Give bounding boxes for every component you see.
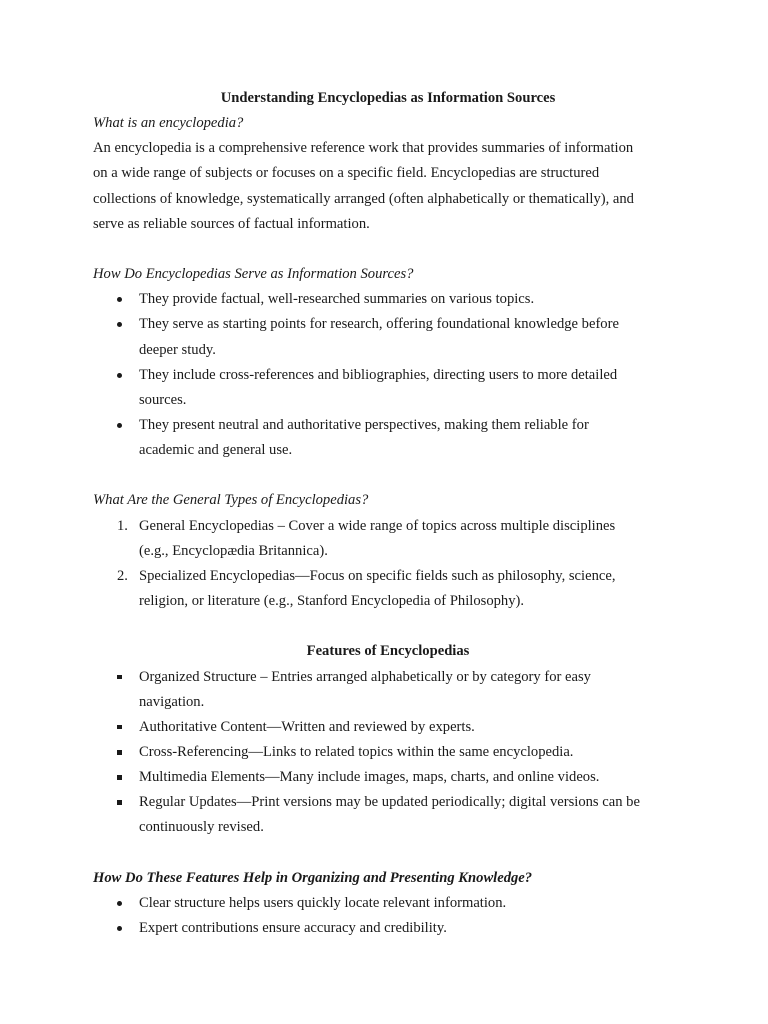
list-item — [93, 312, 683, 362]
section-heading-features: Features of Encyclopedias — [306, 643, 470, 660]
list-item — [93, 564, 683, 614]
document-title: Understanding Encyclopedias as Information Sources — [220, 90, 556, 106]
list-item-text: (e.g., Encyclopædia Britannica). — [139, 542, 328, 559]
list-item-text: Authoritative Content—Written and reviewed by experts. — [139, 718, 475, 735]
paragraph-line: An encyclopedia is a comprehensive reference work that provides summaries of information — [93, 140, 634, 157]
list-item-text: They serve as starting points for research, offering foundational knowledge before — [139, 316, 619, 333]
section-heading-what-is: What is an encyclopedia? — [93, 115, 244, 132]
list-item-text: academic and general use. — [139, 442, 293, 459]
list-item-text: Multimedia Elements—Many include images, maps, charts, and online videos. — [139, 769, 600, 786]
list-item — [93, 790, 683, 840]
section-heading-types: What Are the General Types of Encyclopedias? — [93, 492, 369, 509]
list-item-text: Clear structure helps users quickly locate relevant information. — [139, 894, 507, 911]
list-item — [93, 715, 683, 740]
list-item-text: deeper study. — [139, 341, 216, 358]
section-heading-serve: How Do Encyclopedias Serve as Information Sources? — [93, 266, 414, 283]
list-item-text: religion, or literature (e.g., Stanford Encyclopedia of Philosophy). — [139, 593, 525, 610]
list-item-text: Regular Updates—Print versions may be updated periodically; digital versions can be — [139, 794, 640, 811]
section-heading-help: How Do These Features Help in Organizing and Presenting Knowledge? — [93, 869, 533, 886]
list-item-text: They present neutral and authoritative perspectives, making them reliable for — [139, 417, 589, 434]
paragraph-definition — [93, 136, 683, 237]
list-item — [93, 514, 683, 564]
bullet-list-serve — [93, 287, 683, 463]
numbered-list-types — [93, 514, 683, 615]
list-item-text: Specialized Encyclopedias—Focus on specific fields such as philosophy, science, — [139, 567, 616, 584]
list-item — [93, 740, 683, 765]
bullet-list-help — [93, 891, 683, 941]
paragraph-line: serve as reliable sources of factual information. — [93, 215, 370, 232]
list-item — [93, 363, 683, 413]
list-item-text: continuously revised. — [139, 819, 264, 836]
list-number: 2. — [117, 567, 128, 584]
list-item-text: sources. — [139, 391, 187, 408]
list-item — [93, 916, 683, 941]
list-item — [93, 287, 683, 312]
list-item-text: Cross-Referencing—Links to related topics within the same encyclopedia. — [139, 744, 574, 761]
document-page — [93, 86, 683, 941]
list-item-text: Expert contributions ensure accuracy and credibility. — [139, 920, 447, 937]
list-item — [93, 891, 683, 916]
list-number: 1. — [117, 517, 128, 534]
list-item-text: navigation. — [139, 693, 205, 710]
list-item-text: They include cross-references and bibliographies, directing users to more detailed — [139, 366, 618, 383]
list-item — [93, 765, 683, 790]
square-list-features — [93, 665, 683, 841]
list-item-text: Organized Structure – Entries arranged alphabetically or by category for easy — [139, 668, 591, 685]
list-item — [93, 413, 683, 463]
list-item — [93, 665, 683, 715]
paragraph-line: on a wide range of subjects or focuses on a specific field. Encyclopedias are structured — [93, 165, 600, 182]
list-item-text: General Encyclopedias – Cover a wide range of topics across multiple disciplines — [139, 517, 616, 534]
paragraph-line: collections of knowledge, systematically arranged (often alphabetically or thematically), and — [93, 190, 634, 207]
list-item-text: They provide factual, well-researched summaries on various topics. — [139, 291, 535, 308]
